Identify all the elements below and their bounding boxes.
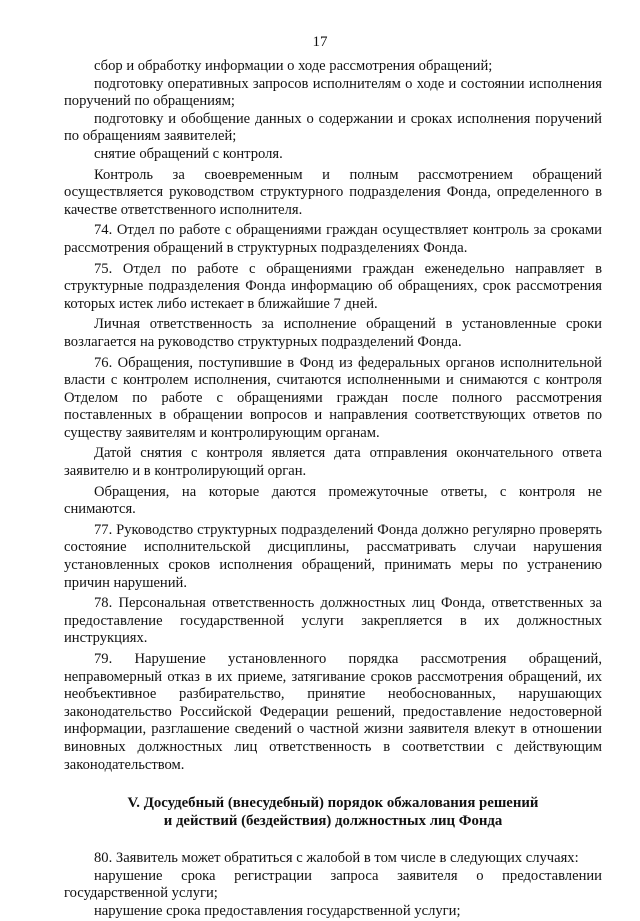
page-number: 17	[312, 34, 328, 50]
paragraph: Датой снятия с контроля является дата отправления окончательного ответа заявителю и в контролирующий орган.	[64, 445, 602, 480]
paragraph: Контроль за своевременным и полным рассмотрением обращений осуществляется руководством структурного подразделения Фонда, определенного в качестве ответственного исполнителя.	[64, 166, 602, 218]
section-heading-line: и действий (бездействия) должностных лиц Фонда	[163, 813, 503, 830]
document-body	[64, 58, 602, 921]
section-heading-line: V. Досудебный (внесудебный) порядок обжалования решений	[127, 795, 539, 812]
paragraph: 76. Обращения, поступившие в Фонд из федеральных органов исполнительной власти с контролем исполнения, считаются исполненными и снимаются с контроля Отделом по работе с обращениями граждан после полного рассмотрения поставленных в обращении вопросов и направления соответствующих ответов по существу заявителям и контролирующим органам.	[64, 354, 602, 441]
paragraph: нарушение срока регистрации запроса заявителя о предоставлении государственной услуги;	[64, 867, 602, 902]
paragraph: подготовку и обобщение данных о содержании и сроках исполнения поручений по обращениям заявителей;	[64, 110, 602, 145]
paragraph: снятие обращений с контроля.	[94, 145, 283, 162]
paragraph: 77. Руководство структурных подразделений Фонда должно регулярно проверять состояние исполнительской дисциплины, рассматривать случаи нарушения установленных сроков исполнения обращений, принимать меры по устранению причин нарушений.	[64, 521, 602, 591]
paragraph: подготовку оперативных запросов исполнителям о ходе и состоянии исполнения поручений по обращениям;	[64, 75, 602, 110]
paragraph: 75. Отдел по работе с обращениями граждан еженедельно направляет в структурные подразделения Фонда информацию об обращениях, срок рассмотрения которых истек либо истекает в ближайшие 7 дней.	[64, 260, 602, 312]
paragraph: сбор и обработку информации о ходе рассмотрения обращений;	[94, 58, 493, 74]
section-heading	[64, 794, 602, 830]
paragraph: Обращения, на которые даются промежуточные ответы, с контроля не снимаются.	[64, 483, 602, 518]
paragraph: нарушение срока предоставления государственной услуги;	[94, 902, 461, 919]
paragraph: 79. Нарушение установленного порядка рассмотрения обращений, неправомерный отказ в их приеме, затягивание сроков рассмотрения обращений, их необъективное разбирательство, принятие необоснованных, нарушающих законодательство Российской Федерации решений, предоставление недостоверной информации, разглашение сведений о частной жизни заявителя влекут в отношении виновных должностных лиц ответственность в соответствии с действующим законодательством.	[64, 651, 602, 773]
paragraph: 78. Персональная ответственность должностных лиц Фонда, ответственных за предоставление государственной услуги закрепляется в их должностных инструкциях.	[64, 595, 602, 647]
paragraph: 74. Отдел по работе с обращениями граждан осуществляет контроль за сроками рассмотрения обращений в структурных подразделениях Фонда.	[64, 222, 602, 256]
paragraph: 80. Заявитель может обратиться с жалобой в том числе в следующих случаях:	[94, 850, 579, 867]
paragraph: Личная ответственность за исполнение обращений в установленные сроки возлагается на руководство структурных подразделений Фонда.	[64, 316, 602, 350]
